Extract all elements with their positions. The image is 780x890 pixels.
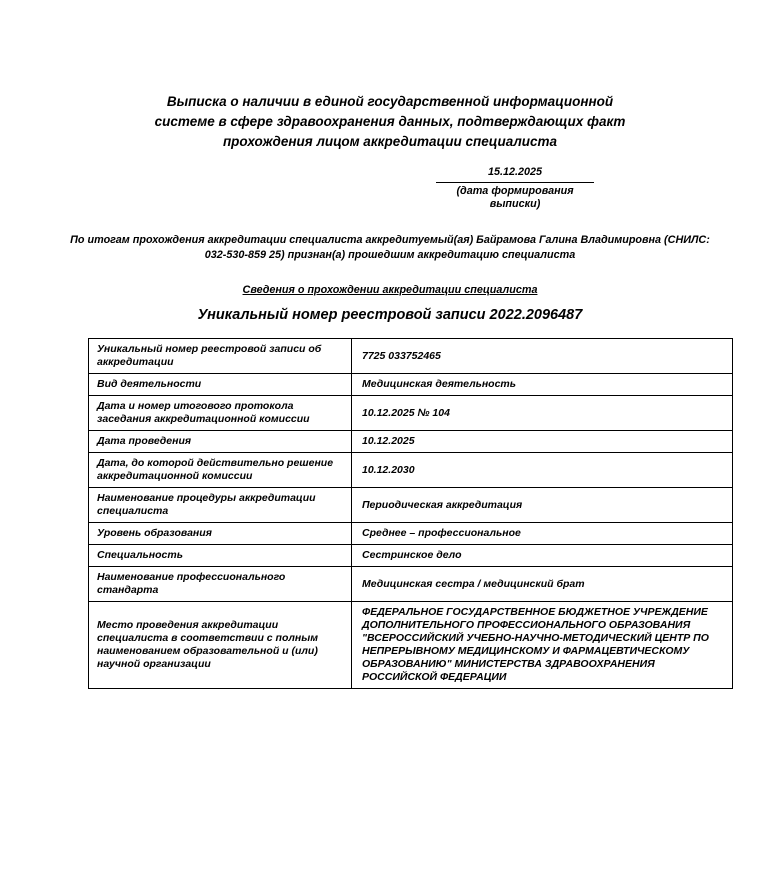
row-label: Наименование процедуры аккредитации специалиста — [89, 488, 352, 523]
row-label: Дата, до которой действительно решение аккредитационной комиссии — [89, 453, 352, 488]
row-label: Дата проведения — [89, 431, 352, 453]
row-label: Уровень образования — [89, 523, 352, 545]
document-title — [0, 92, 780, 152]
row-value: Среднее – профессиональное — [352, 523, 733, 545]
row-label: Дата и номер итогового протокола заседания аккредитационной комиссии — [89, 396, 352, 431]
row-value: 7725 033752465 — [352, 339, 733, 374]
row-label: Наименование профессионального стандарта — [89, 567, 352, 602]
row-label: Вид деятельности — [89, 374, 352, 396]
row-value: Периодическая аккредитация — [352, 488, 733, 523]
table-row — [89, 523, 733, 545]
table-row — [89, 545, 733, 567]
registry-number-heading: Уникальный номер реестровой записи 2022.2096487 — [197, 307, 583, 323]
row-value: 10.12.2025 — [352, 431, 733, 453]
row-label: Уникальный номер реестровой записи об аккредитации — [89, 339, 352, 374]
table-row — [89, 602, 733, 689]
section-heading: Сведения о прохождении аккредитации специалиста — [242, 284, 538, 296]
table-row — [89, 431, 733, 453]
accreditation-table-body — [89, 339, 733, 689]
row-label: Место проведения аккредитации специалиста в соответствии с полным наименованием образовательной и (или) научной организации — [89, 602, 352, 689]
table-row — [89, 488, 733, 523]
title-line-3: прохождения лицом аккредитации специалиста — [222, 134, 558, 149]
table-row — [89, 339, 733, 374]
extract-date: 15.12.2025 — [436, 166, 594, 183]
row-value: ФЕДЕРАЛЬНОЕ ГОСУДАРСТВЕННОЕ БЮДЖЕТНОЕ УЧРЕЖДЕНИЕ ДОПОЛНИТЕЛЬНОГО ПРОФЕССИОНАЛЬНОГО ОБРАЗОВАНИЯ "ВСЕРОССИЙСКИЙ УЧЕБНО-НАУЧНО-МЕТОДИЧЕСКИЙ ЦЕНТР ПО НЕПРЕРЫВНОМУ МЕДИЦИНСКОМУ И ФАРМАЦЕВТИЧЕСКОМУ ОБРАЗОВАНИЮ" МИНИСТЕРСТВА ЗДРАВООХРАНЕНИЯ РОССИЙСКОЙ ФЕДЕРАЦИИ — [352, 602, 733, 689]
title-line-1: Выписка о наличии в единой государственной информационной — [166, 94, 614, 109]
row-value: Сестринское дело — [352, 545, 733, 567]
extract-date-block — [436, 166, 594, 211]
table-row — [89, 567, 733, 602]
table-row — [89, 374, 733, 396]
row-value: 10.12.2030 — [352, 453, 733, 488]
title-line-2: системе в сфере здравоохранения данных, подтверждающих факт — [154, 114, 626, 129]
table-row — [89, 453, 733, 488]
table-row — [89, 396, 733, 431]
intro-paragraph: По итогам прохождения аккредитации специалиста аккредитуемый(ая) Байрамова Галина Владимировна (СНИЛС: 032-530-859 25) признан(а) прошедшим аккредитацию специалиста — [70, 234, 710, 261]
row-value: 10.12.2025 № 104 — [352, 396, 733, 431]
row-label: Специальность — [89, 545, 352, 567]
extract-date-caption: (дата формирования выписки) — [456, 185, 574, 210]
accreditation-table — [88, 338, 733, 689]
row-value: Медицинская деятельность — [352, 374, 733, 396]
row-value: Медицинская сестра / медицинский брат — [352, 567, 733, 602]
